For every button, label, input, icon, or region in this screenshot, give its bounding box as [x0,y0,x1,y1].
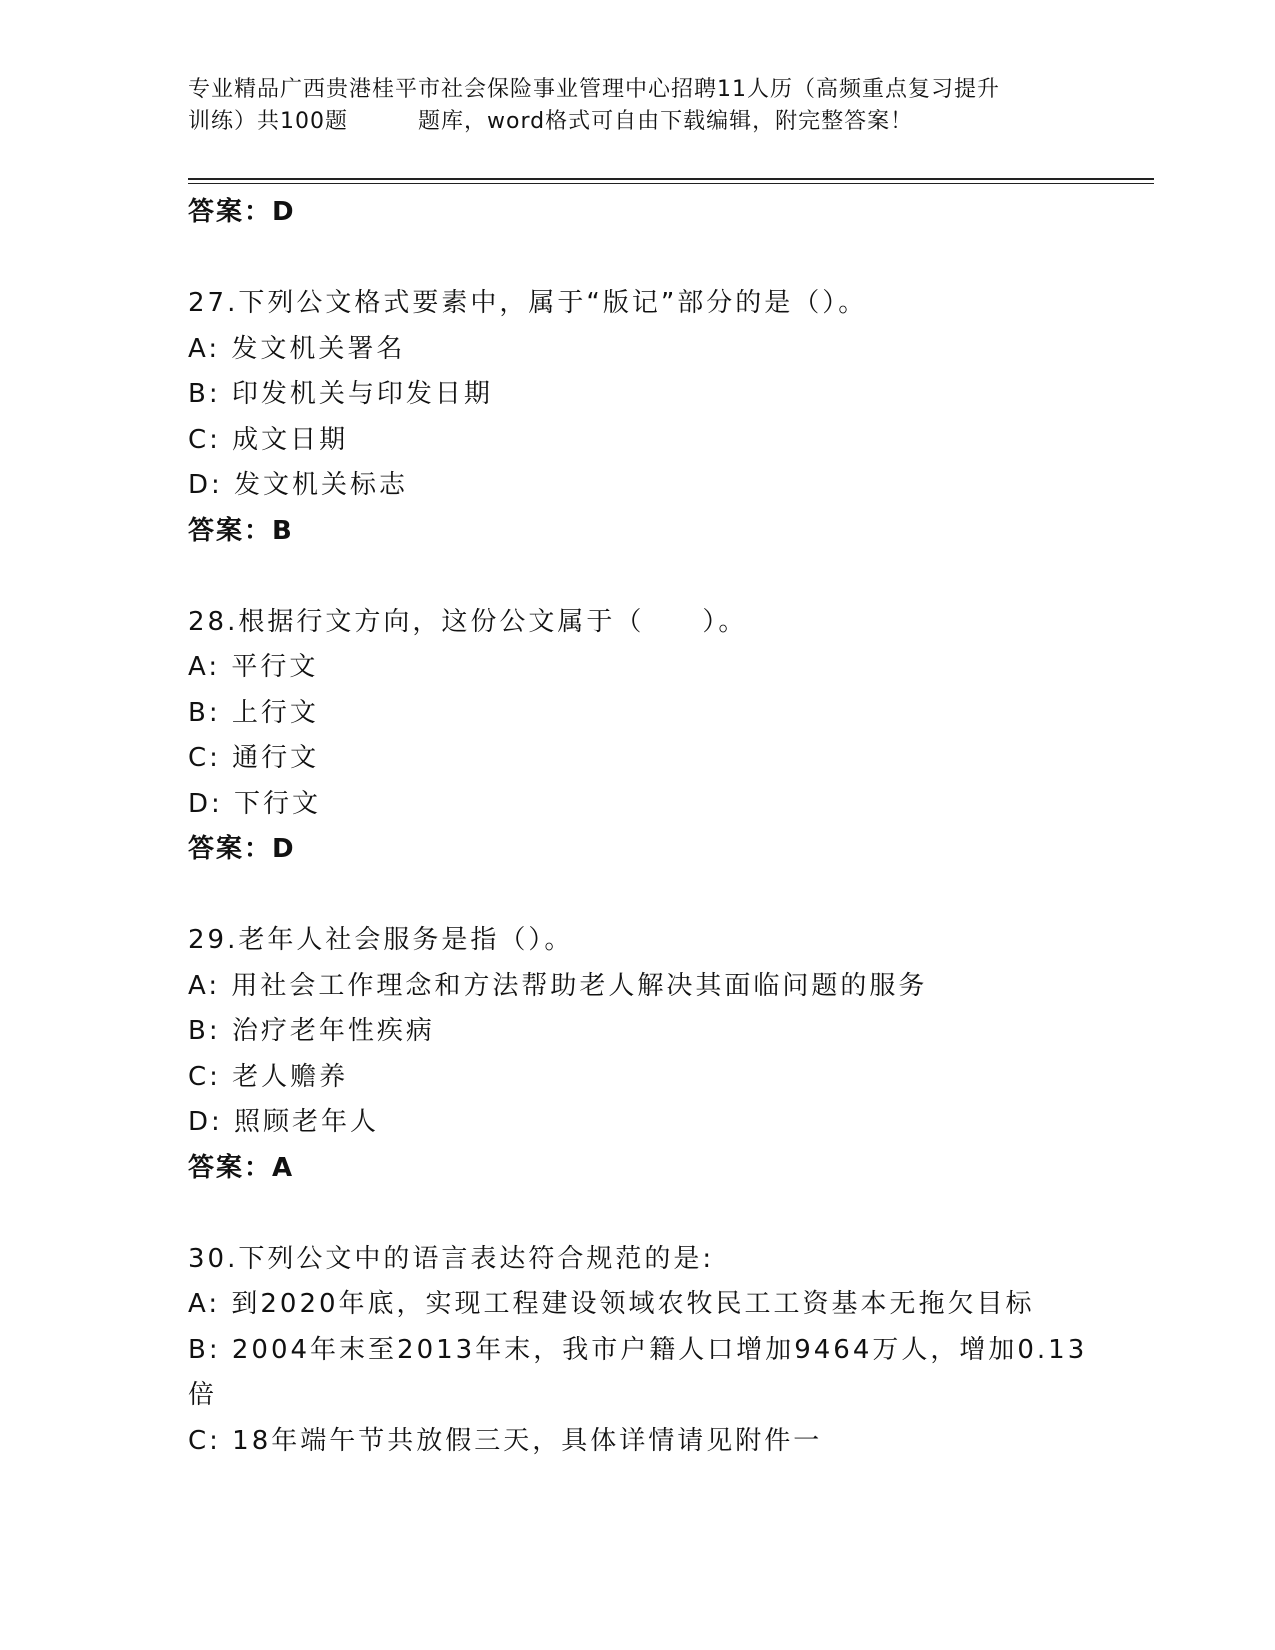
previous-answer: 答案：D [188,197,296,227]
header-divider-thick [188,178,1154,180]
answer: 答案：B [188,515,294,546]
question-29 [188,918,1108,1191]
option-a: A: 到2020年底，实现工程建设领域农牧民工工资基本无拖欠目标 [188,1289,1035,1319]
option-c: C: 通行文 [188,743,320,773]
option-b: B: 上行文 [188,697,319,728]
option-d: D: 照顾老年人 [188,1107,380,1137]
question-30 [188,1237,1108,1465]
header-line-2-right: 题库，word格式可自由下载编辑，附完整答案！ [418,109,914,134]
question-stem: 27.下列公文格式要素中，属于“版记”部分的是（）。 [188,288,868,318]
option-b-line-1: B: 2004年末至2013年末，我市户籍人口增加9464万人，增加0.13 [188,1334,1088,1365]
question-27 [188,281,1108,554]
option-a: A: 发文机关署名 [188,333,406,364]
header-line-1: 专业精品广西贵港桂平市社会保险事业管理中心招聘11人历（高频重点复习提升 [188,77,1000,102]
header-divider-thin [188,183,1154,184]
document-body [188,190,1108,1464]
document-header [188,74,1088,138]
header-line-2 [188,106,1088,138]
option-b: B: 印发机关与印发日期 [188,379,493,409]
answer: 答案：D [188,834,296,864]
question-28 [188,600,1108,873]
question-stem: 30.下列公文中的语言表达符合规范的是: [188,1243,715,1274]
option-c: C: 成文日期 [188,424,349,455]
option-b-line-2: 倍 [188,1380,218,1410]
option-b: B: 治疗老年性疾病 [188,1016,435,1046]
option-d: D: 发文机关标志 [188,470,409,500]
answer: 答案：A [188,1152,295,1183]
option-c: C: 18年端午节共放假三天，具体详情请见附件一 [188,1425,823,1456]
question-stem: 29.老年人社会服务是指（）。 [188,925,574,955]
option-c: C: 老人赡养 [188,1061,349,1092]
option-a: A: 平行文 [188,652,319,682]
option-a: A: 用社会工作理念和方法帮助老人解决其面临问题的服务 [188,970,928,1001]
option-d: D: 下行文 [188,788,322,819]
header-line-2-left: 训练）共100题 [188,109,348,134]
question-stem: 28.根据行文方向，这份公文属于（ ）。 [188,606,748,637]
